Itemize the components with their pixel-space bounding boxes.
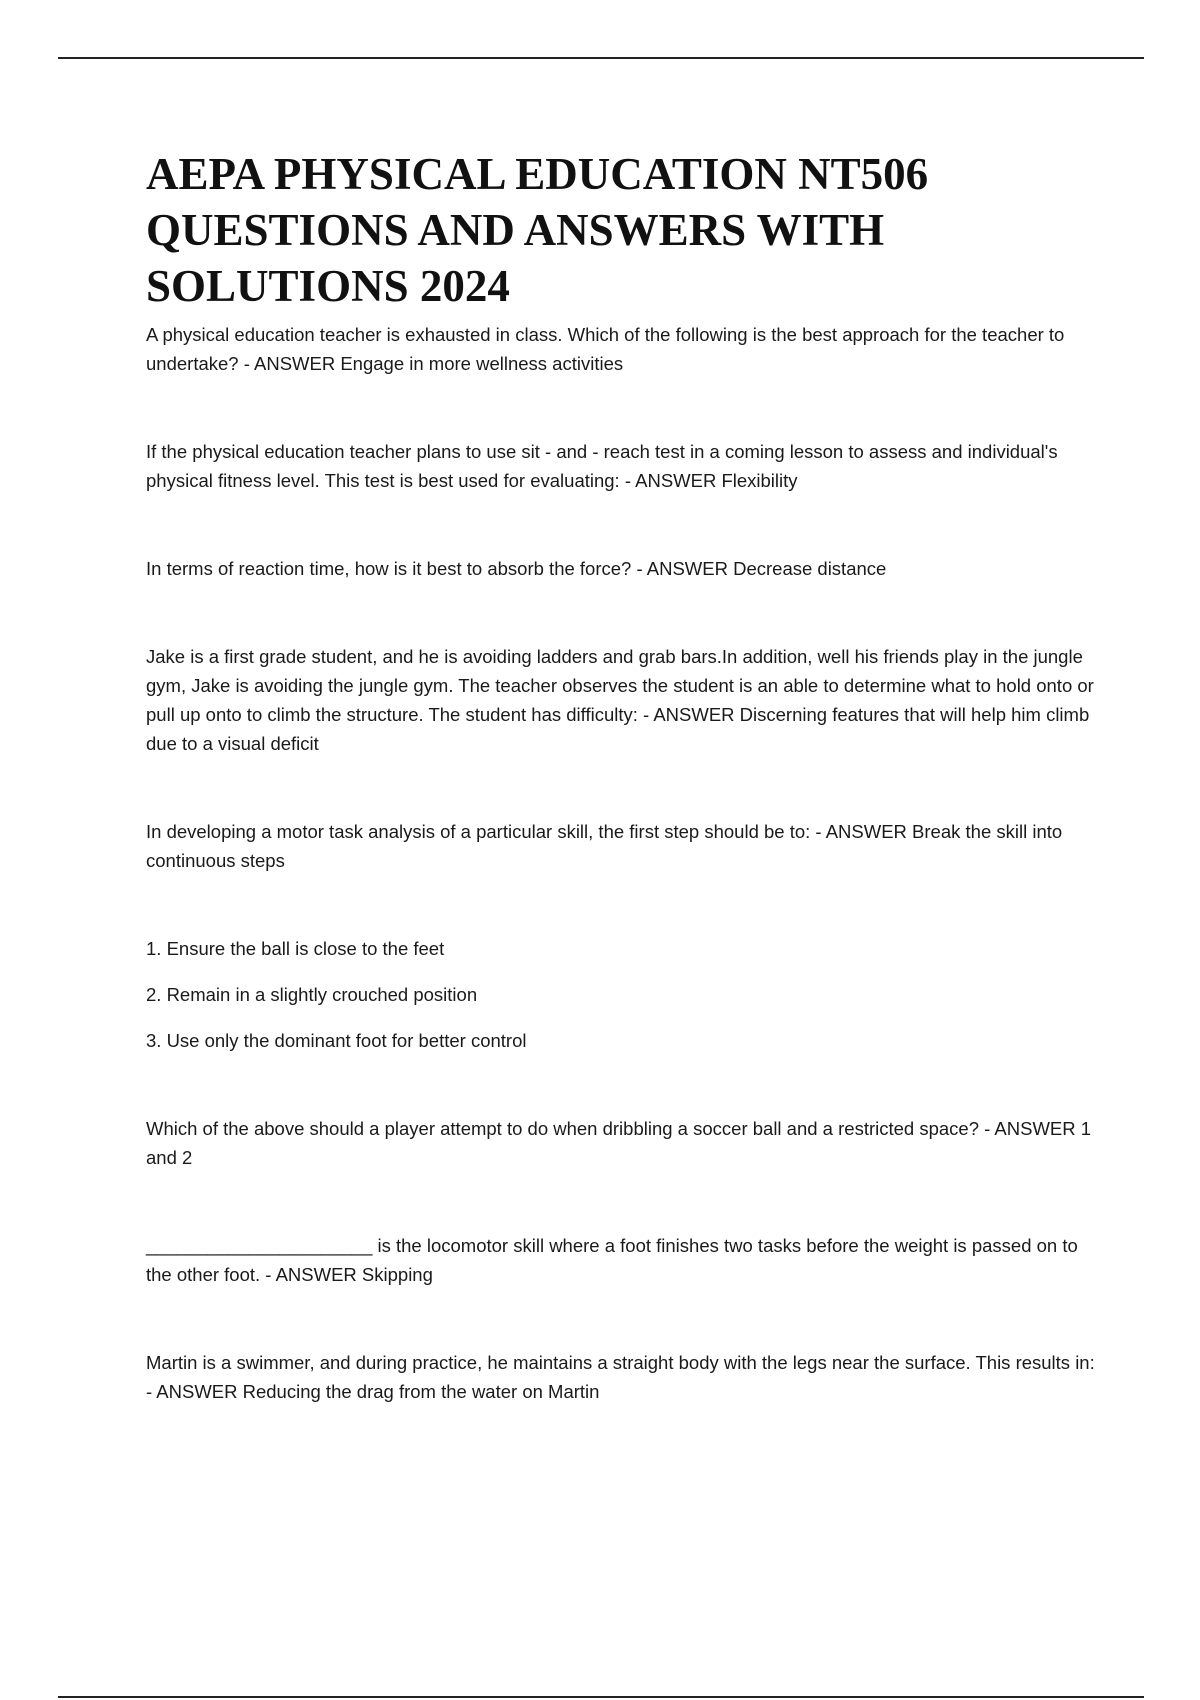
list-item-3: 3. Use only the dominant foot for better control	[146, 1030, 527, 1051]
qa-item-7: ______________________ is the locomotor skill where a foot finishes two tasks before the weight is passed on to the other foot. - ANSWER Skipping	[146, 1235, 1078, 1285]
top-rule	[58, 57, 1144, 59]
qa-item-1: A physical education teacher is exhausted in class. Which of the following is the best approach for the teacher to undertake? - ANSWER Engage in more wellness activities	[146, 324, 1065, 374]
qa-item-3: In terms of reaction time, how is it best to absorb the force? - ANSWER Decrease distance	[146, 558, 887, 579]
bottom-rule	[58, 1696, 1144, 1698]
document-title: AEPA PHYSICAL EDUCATION NT506 QUESTIONS AND ANSWERS WITH SOLUTIONS 2024	[146, 149, 929, 311]
qa-item-2: If the physical education teacher plans to use sit - and - reach test in a coming lesson to assess and individual's physical fitness level. This test is best used for evaluating: - ANSWER Flexibility	[146, 441, 1058, 491]
qa-item-4: Jake is a first grade student, and he is avoiding ladders and grab bars.In addition, well his friends play in the jungle gym, Jake is avoiding the jungle gym. The teacher observes the student is an able to determine what to hold onto or pull up onto to climb the structure. The student has difficulty: - ANSWER Discerning features that will help him climb due to a visual deficit	[146, 646, 1094, 754]
numbered-list	[146, 934, 1096, 1055]
qa-item-8: Martin is a swimmer, and during practice, he maintains a straight body with the legs near the surface. This results in: - ANSWER Reducing the drag from the water on Martin	[146, 1352, 1095, 1402]
qa-item-5: In developing a motor task analysis of a particular skill, the first step should be to: - ANSWER Break the skill into continuous steps	[146, 821, 1063, 871]
qa-item-6: Which of the above should a player attempt to do when dribbling a soccer ball and a restricted space? - ANSWER 1 and 2	[146, 1118, 1092, 1168]
list-item-1: 1. Ensure the ball is close to the feet	[146, 938, 445, 959]
list-item-2: 2. Remain in a slightly crouched position	[146, 984, 478, 1005]
document-body	[146, 146, 1096, 1406]
